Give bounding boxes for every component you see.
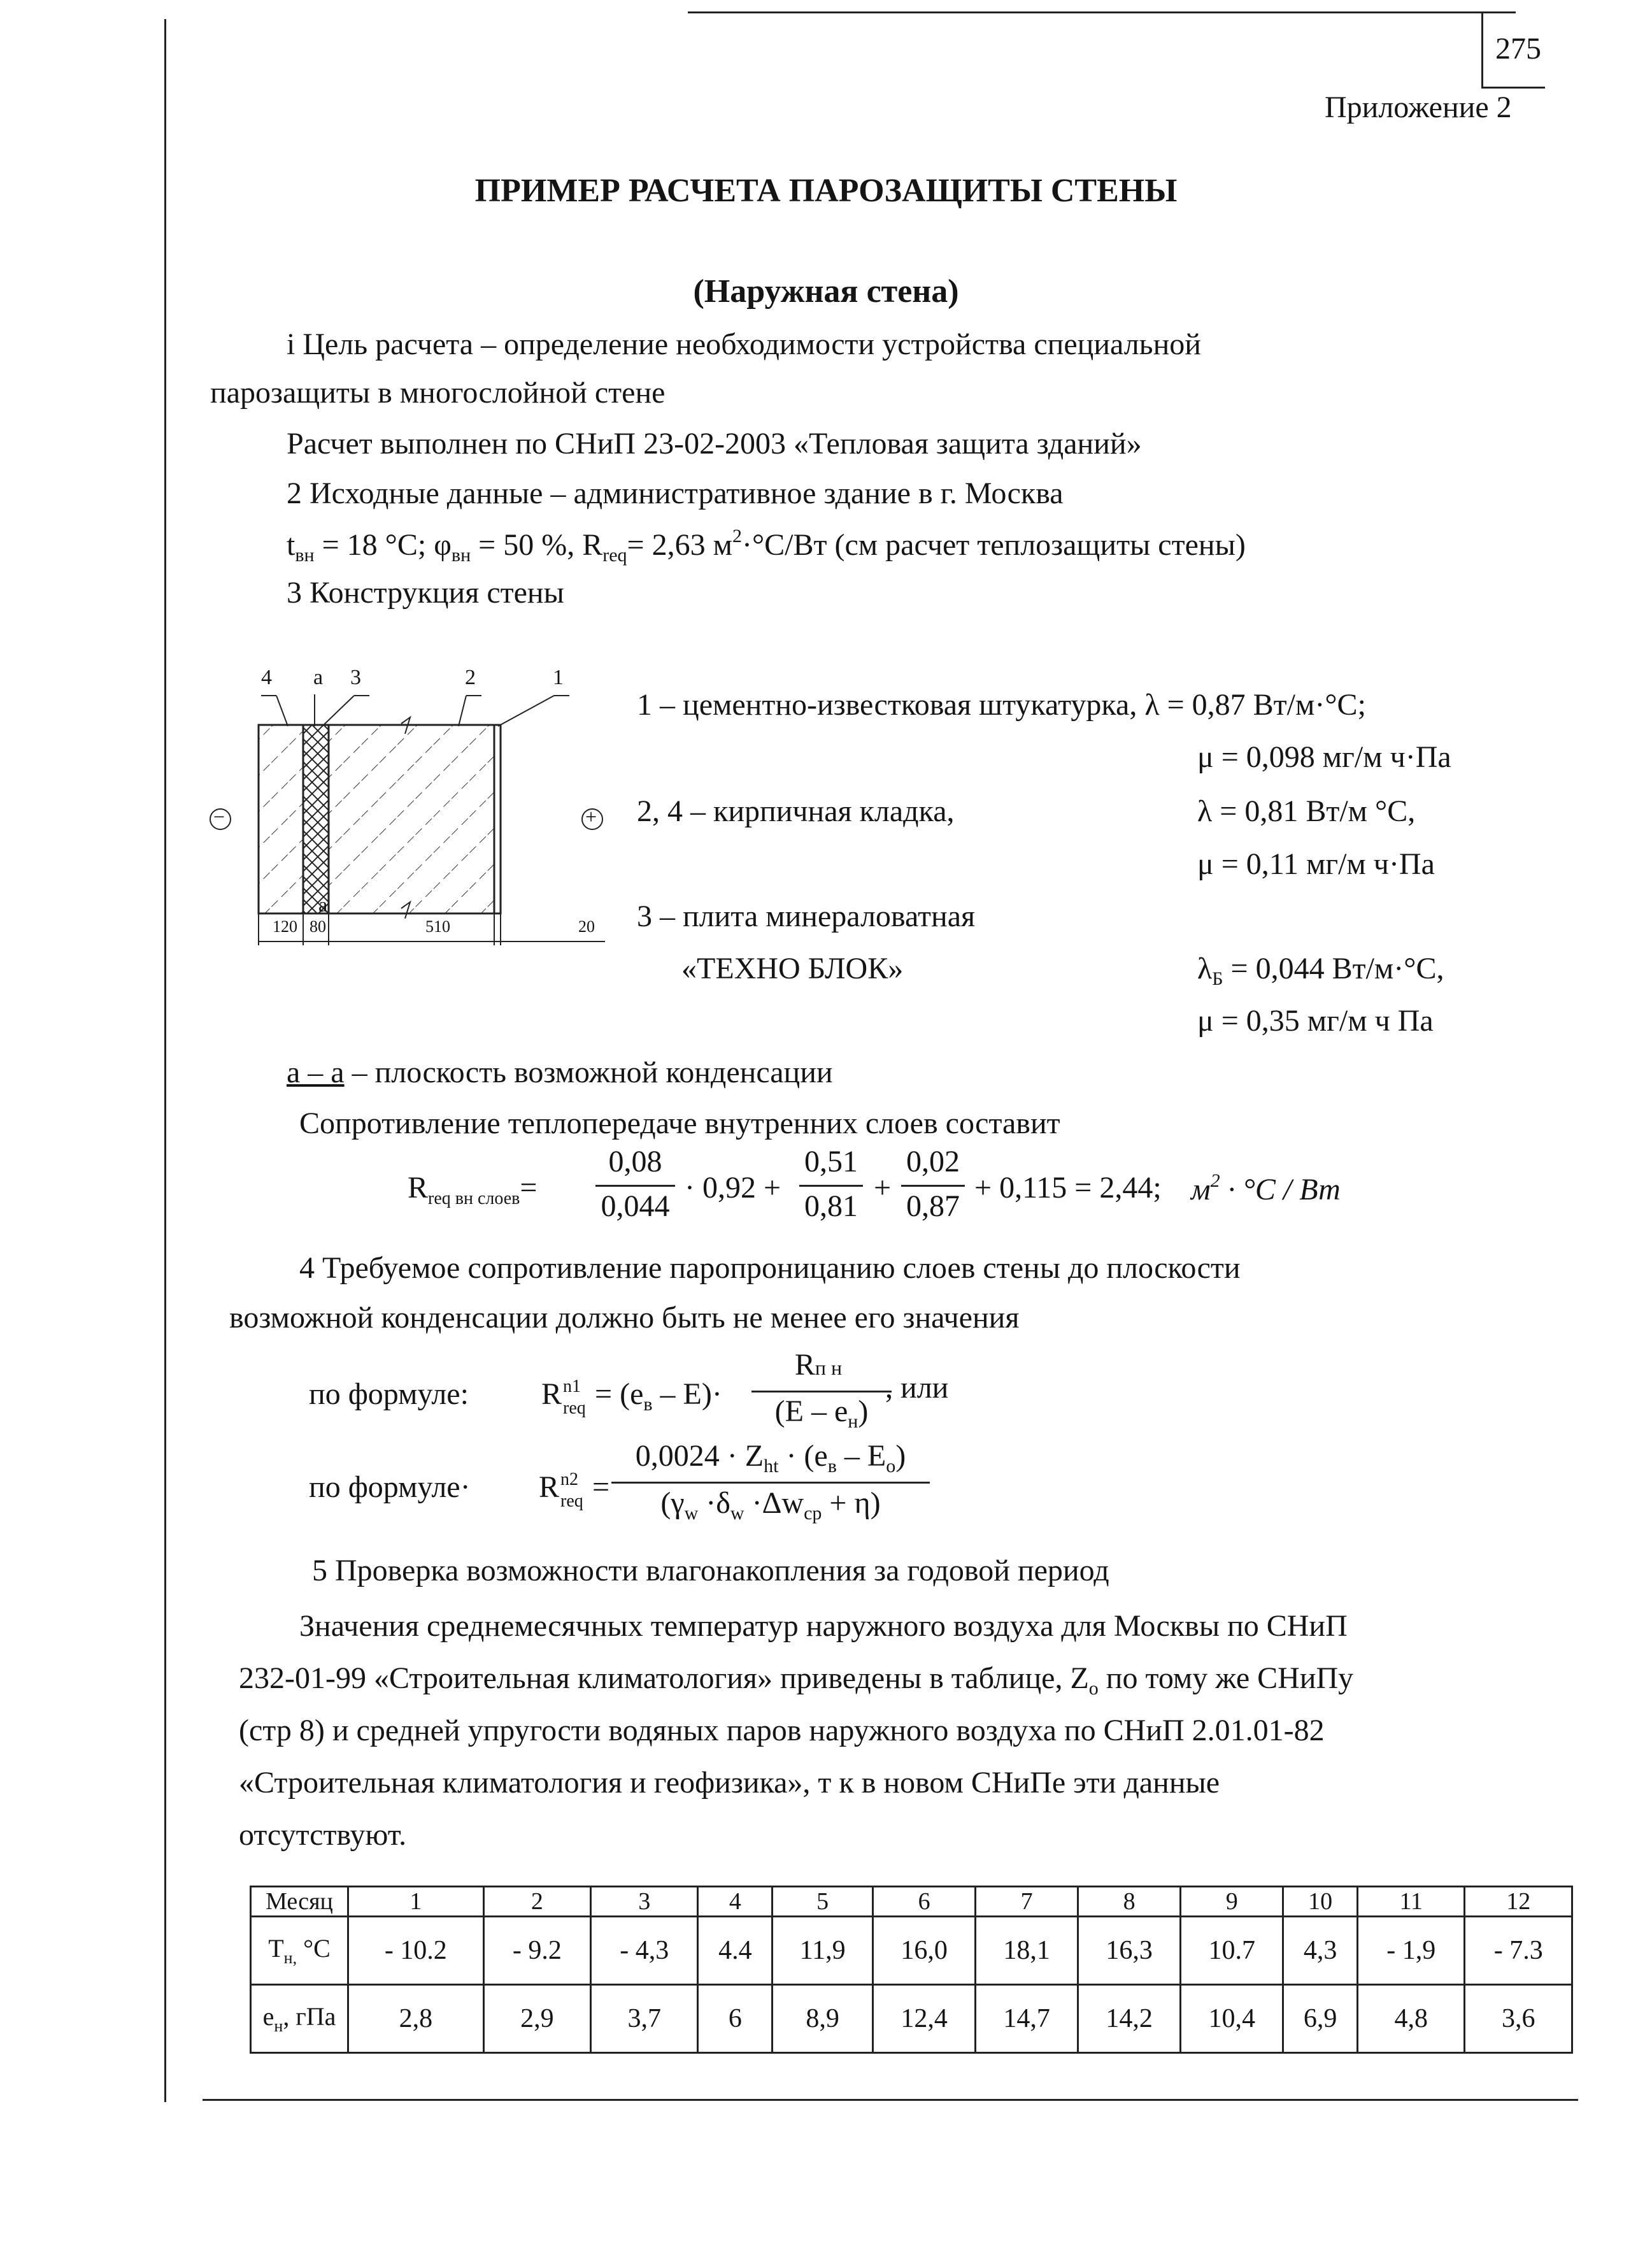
month-cell: 1 bbox=[348, 1887, 484, 1917]
table-cell: 10,4 bbox=[1181, 1985, 1283, 2053]
table-header-label: Месяц bbox=[251, 1887, 348, 1917]
t-symbol: t bbox=[287, 528, 296, 562]
formula-1-tail: , или bbox=[885, 1371, 949, 1405]
formula-2-den: $(\gamma_w \cdot\delta_w \cdot\Delta w_{cp} + \eta)$ bbox=[660, 1486, 881, 1524]
paragraph-8-line-1: Значения среднемесячных температур наружного воздуха для Москвы по СНиП bbox=[299, 1609, 1348, 1643]
table-cell: - 4,3 bbox=[591, 1917, 698, 1985]
top-rule bbox=[688, 11, 1516, 13]
month-cell: 4 bbox=[698, 1887, 773, 1917]
month-cell: 5 bbox=[773, 1887, 873, 1917]
table-cell: - 1,9 bbox=[1358, 1917, 1465, 1985]
table-cell: 2,9 bbox=[483, 1985, 590, 2053]
inside-sign: + bbox=[585, 805, 597, 828]
material-3-mu: μ = 0,35 мг/м ч Па bbox=[1197, 1004, 1434, 1038]
page-number-box-left bbox=[1481, 13, 1483, 88]
eq1-plus: + bbox=[874, 1171, 892, 1205]
formula-1-den: $(E - e_н)$ bbox=[774, 1394, 869, 1432]
material-3: 3 – плита минераловатная bbox=[637, 899, 976, 933]
month-cell: 12 bbox=[1465, 1887, 1572, 1917]
table-row-vapor-pressure bbox=[251, 1985, 1572, 2053]
dim-510: 510 bbox=[425, 917, 450, 936]
table-cell: 16,3 bbox=[1078, 1917, 1181, 1985]
table-header-row bbox=[251, 1887, 1572, 1917]
condensation-plane-note: а – а – плоскость возможной конденсации bbox=[287, 1056, 833, 1089]
table-row-temperature bbox=[251, 1917, 1572, 1985]
paragraph-6-line-2: возможной конденсации должно быть не менее его значения bbox=[229, 1301, 1020, 1335]
resistance-text: Сопротивление теплопередаче внутренних слоев составит bbox=[299, 1106, 1060, 1140]
paragraph-3: 2 Исходные данные – административное здание в г. Москва bbox=[287, 476, 1064, 510]
table-cell: 8,9 bbox=[773, 1985, 873, 2053]
page-title: ПРИМЕР РАСЧЕТА ПАРОЗАЩИТЫ СТЕНЫ bbox=[474, 173, 1178, 209]
dim-120: 120 bbox=[273, 917, 297, 936]
table-cell: 4,3 bbox=[1283, 1917, 1358, 1985]
diagram-label-a-top: а bbox=[313, 666, 324, 689]
table-cell: 18,1 bbox=[976, 1917, 1078, 1985]
month-cell: 11 bbox=[1358, 1887, 1465, 1917]
eq1-f2-den: 0,81 bbox=[804, 1189, 858, 1223]
material-3-name: «ТЕХНО БЛОК» bbox=[681, 952, 904, 985]
wall-diagram bbox=[197, 656, 618, 975]
table-cell: 6,9 bbox=[1283, 1985, 1358, 2053]
material-3-lambda: $\lambda_Б = 0,044$ Вт/м·°С, bbox=[1197, 952, 1444, 989]
paragraph-2: Расчет выполнен по СНиП 23-02-2003 «Тепловая защита зданий» bbox=[287, 427, 1142, 461]
dim-20: 20 bbox=[578, 917, 595, 936]
eq1-tail: + 0,115 = 2,44; bbox=[974, 1171, 1162, 1205]
paragraph-8-line-2: 232-01-99 «Строительная климатология» приведены в таблице, $Z_o$ по тому же СНиПу bbox=[239, 1661, 1354, 1699]
paragraph-4: $t_{вн} = 18$ °С; $\varphi_{вн} = 50$ %, $R_{req}= 2,63$ $м^2\cdot^\circ С/Вт$ (см расчет теплозащиты стены) bbox=[287, 526, 1246, 566]
table-cell: 11,9 bbox=[773, 1917, 873, 1985]
table-cell: - 7.3 bbox=[1465, 1917, 1572, 1985]
material-1: 1 – цементно-известковая штукатурка, λ = 0,87 Вт/м·°С; bbox=[637, 688, 1366, 722]
material-1-mu: μ = 0,098 мг/м ч·Па bbox=[1197, 740, 1451, 774]
table-cell: 6 bbox=[698, 1985, 773, 2053]
paragraph-8-line-4: «Строительная климатология и геофизика», т к в новом СНиПе эти данные bbox=[239, 1766, 1220, 1800]
month-cell: 8 bbox=[1078, 1887, 1181, 1917]
formula-2-label: по формуле· bbox=[309, 1470, 471, 1504]
diagram-label-3: 3 bbox=[350, 666, 361, 689]
eq1-f3-bar bbox=[901, 1185, 965, 1187]
table-cell: 14,7 bbox=[976, 1985, 1078, 2053]
table-cell: - 10.2 bbox=[348, 1917, 484, 1985]
material-2-mu: μ = 0,11 мг/м ч·Па bbox=[1197, 847, 1435, 881]
eq1-mult: · 0,92 + bbox=[685, 1171, 781, 1205]
month-cell: 3 bbox=[591, 1887, 698, 1917]
eq1-unit: $м^2 \cdot ^\circ С$ / Вт bbox=[1191, 1170, 1341, 1206]
month-cell: 6 bbox=[873, 1887, 976, 1917]
page-number: 275 bbox=[1495, 32, 1541, 66]
formula-1-bar bbox=[751, 1391, 892, 1392]
diagram-label-2: 2 bbox=[465, 666, 476, 689]
month-cell: 10 bbox=[1283, 1887, 1358, 1917]
row-label-vapor-pressure: $e_н$, гПа bbox=[251, 1985, 348, 2053]
dim-80: 80 bbox=[310, 917, 326, 936]
table-cell: 12,4 bbox=[873, 1985, 976, 2053]
appendix-label: Приложение 2 bbox=[1325, 90, 1512, 124]
month-cell: 9 bbox=[1181, 1887, 1283, 1917]
eq1-f3-num: 0,02 bbox=[906, 1145, 960, 1178]
formula-1-lhs: R n1 req = $(e_в - E)\cdot$ bbox=[541, 1377, 722, 1418]
formula-1-num: Rп н bbox=[794, 1348, 843, 1382]
table-cell: 2,8 bbox=[348, 1985, 484, 2053]
eq1-f1-num: 0,08 bbox=[608, 1145, 662, 1178]
paragraph-7: 5 Проверка возможности влагонакопления за годовой период bbox=[312, 1554, 1109, 1587]
eq1-lhs: $R_{req вн слоев}=$ bbox=[408, 1171, 538, 1208]
table-cell: 14,2 bbox=[1078, 1985, 1181, 2053]
outside-sign: − bbox=[213, 805, 225, 828]
table-cell: 3,6 bbox=[1465, 1985, 1572, 2053]
page-number-box-bottom bbox=[1481, 87, 1545, 89]
left-margin-line bbox=[164, 19, 166, 2102]
table-cell: - 9.2 bbox=[483, 1917, 590, 1985]
table-cell: 3,7 bbox=[591, 1985, 698, 2053]
table-cell: 4,8 bbox=[1358, 1985, 1465, 2053]
paragraph-6-line-1: 4 Требуемое сопротивление паропроницанию слоев стены до плоскости bbox=[299, 1251, 1241, 1285]
eq1-f3-den: 0,87 bbox=[906, 1189, 960, 1223]
formula-2-num: $0,0024 \cdot Z_{ht} \cdot (e_в - E_o)$ bbox=[635, 1439, 906, 1477]
wall-diagram-svg bbox=[197, 656, 618, 975]
bottom-rule bbox=[203, 2099, 1578, 2101]
eq1-f1-bar bbox=[595, 1185, 675, 1187]
material-2-lambda: λ = 0,81 Вт/м °С, bbox=[1197, 794, 1416, 828]
paragraph-1-line-2: парозащиты в многослойной стене bbox=[210, 376, 666, 410]
row-label-temperature: $Т_{н,}$ °С bbox=[251, 1917, 348, 1985]
month-cell: 7 bbox=[976, 1887, 1078, 1917]
eq1-f2-bar bbox=[799, 1185, 863, 1187]
formula-2-bar bbox=[611, 1482, 930, 1484]
formula-2-lhs: R n2 req = bbox=[539, 1470, 610, 1511]
eq1-f2-num: 0,51 bbox=[804, 1145, 858, 1178]
table-cell: 10.7 bbox=[1181, 1917, 1283, 1985]
diagram-label-4: 4 bbox=[261, 666, 272, 689]
paragraph-8-line-5: отсутствуют. bbox=[239, 1818, 407, 1852]
material-2: 2, 4 – кирпичная кладка, bbox=[637, 794, 955, 828]
climate-table bbox=[250, 1886, 1573, 2054]
month-cell: 2 bbox=[483, 1887, 590, 1917]
table-cell: 16,0 bbox=[873, 1917, 976, 1985]
page-subtitle: (Наружная стена) bbox=[693, 273, 959, 310]
formula-1-label: по формуле: bbox=[309, 1377, 469, 1411]
paragraph-8-line-3: (стр 8) и средней упругости водяных паров наружного воздуха по СНиП 2.01.01-82 bbox=[239, 1714, 1325, 1747]
paragraph-5: 3 Конструкция стены bbox=[287, 576, 564, 610]
diagram-label-a-bottom: а bbox=[318, 893, 328, 916]
paragraph-1-line-1: i Цель расчета – определение необходимости устройства специальной bbox=[287, 327, 1201, 361]
table-cell: 4.4 bbox=[698, 1917, 773, 1985]
diagram-label-1: 1 bbox=[553, 666, 564, 689]
eq1-f1-den: 0,044 bbox=[601, 1189, 670, 1223]
